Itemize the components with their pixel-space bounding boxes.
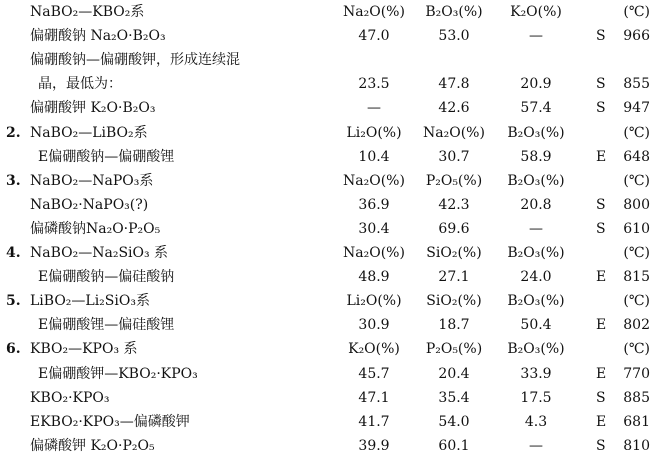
temperature: (℃) [623, 4, 650, 20]
composition-col-3: 24.0 [520, 269, 552, 286]
composition-col-3: K₂O(%) [510, 4, 562, 20]
composition-col-3: 20.9 [520, 76, 552, 93]
phase-type: S [596, 28, 606, 45]
table-row [0, 72, 650, 97]
table-row [0, 386, 650, 411]
phase-type: S [596, 76, 606, 93]
compound-description: 晶，最低为： [38, 76, 122, 93]
compound-description: 偏硼酸钠 Na₂O·B₂O₃ [30, 28, 166, 45]
temperature: 947 [623, 100, 650, 117]
composition-col-3: B₂O₃(%) [507, 172, 565, 189]
temperature: 810 [623, 437, 650, 454]
composition-col-3: 33.9 [520, 365, 552, 382]
compound-description: LiBO₂—Li₂SiO₃系 [30, 293, 150, 310]
composition-col-2: SiO₂(%) [426, 293, 482, 310]
composition-col-1: Li₂O(%) [346, 293, 402, 310]
compound-description: E偏硼酸钾—KBO₂·KPO₃ [38, 365, 198, 382]
composition-col-3: 20.8 [520, 196, 552, 213]
phase-type: E [596, 413, 607, 430]
temperature: 855 [623, 76, 650, 93]
phase-type: E [596, 148, 607, 165]
composition-col-2: 69.6 [438, 220, 470, 237]
composition-col-2: 18.7 [438, 317, 470, 334]
composition-col-2: 47.8 [438, 76, 470, 93]
phase-type: S [596, 100, 606, 117]
composition-col-2: B₂O₃(%) [425, 4, 483, 20]
composition-col-2: Na₂O(%) [423, 124, 485, 141]
composition-col-2: 54.0 [438, 413, 470, 430]
composition-col-3: B₂O₃(%) [507, 245, 565, 261]
system-number: 6. [6, 341, 21, 358]
compound-description: E偏硼酸钠—偏硼酸锂 [38, 148, 175, 165]
composition-col-3: 4.3 [524, 413, 548, 430]
temperature: 648 [623, 148, 650, 165]
composition-col-1: 36.9 [358, 196, 390, 213]
table-row [0, 121, 650, 146]
compound-description: NaBO₂·NaPO₃(?) [30, 196, 149, 213]
compound-description: 偏硼酸钠—偏硼酸钾，形成连续混 [30, 52, 240, 69]
table-row [0, 96, 650, 121]
composition-col-3: 57.4 [520, 100, 552, 117]
table-row [0, 48, 650, 73]
phase-type: S [596, 196, 606, 213]
composition-col-2: P₂O₅(%) [425, 172, 483, 189]
composition-col-3: 17.5 [520, 389, 552, 406]
composition-col-3: 50.4 [520, 317, 552, 334]
temperature: 770 [623, 365, 650, 382]
composition-col-2: P₂O₅(%) [425, 341, 483, 358]
phase-type: E [596, 317, 607, 334]
composition-col-1: 23.5 [358, 76, 390, 93]
composition-col-2: 60.1 [438, 437, 470, 454]
composition-col-1: Li₂O(%) [346, 124, 402, 141]
table-row [0, 0, 650, 25]
system-number: 2. [6, 124, 21, 141]
compound-description: NaBO₂—LiBO₂系 [30, 124, 148, 141]
composition-col-1: 30.4 [358, 220, 390, 237]
phase-type: S [596, 220, 606, 237]
composition-col-2: 42.3 [438, 196, 470, 213]
temperature: 966 [623, 28, 650, 45]
compound-description: NaBO₂—Na₂SiO₃ 系 [30, 245, 169, 261]
composition-col-1: 10.4 [358, 148, 390, 165]
composition-col-3: — [529, 437, 543, 454]
system-number: 4. [6, 245, 21, 261]
compound-description: E偏硼酸钠—偏硅酸钠 [38, 269, 175, 286]
phase-type: S [596, 437, 606, 454]
composition-col-3: B₂O₃(%) [507, 124, 565, 141]
composition-col-1: Na₂O(%) [343, 245, 405, 261]
phase-type: S [596, 389, 606, 406]
compound-description: 偏磷酸钾 K₂O·P₂O₅ [30, 437, 155, 454]
system-number: 3. [6, 172, 21, 189]
composition-col-1: — [367, 100, 381, 117]
temperature: 610 [623, 220, 650, 237]
table-row [0, 337, 650, 362]
temperature: 815 [623, 269, 650, 286]
temperature: (℃) [623, 341, 650, 358]
composition-col-1: 47.0 [358, 28, 390, 45]
temperature: 681 [623, 413, 650, 430]
table-row [0, 241, 650, 266]
table-row [0, 193, 650, 218]
composition-col-3: 58.9 [520, 148, 552, 165]
table-row [0, 217, 650, 242]
composition-col-1: K₂O(%) [348, 341, 400, 358]
composition-col-3: B₂O₃(%) [507, 293, 565, 310]
compound-description: KBO₂·KPO₃ [30, 389, 110, 406]
phase-type: E [596, 269, 607, 286]
compound-description: KBO₂—KPO₃ 系 [30, 341, 138, 358]
composition-col-1: Na₂O(%) [343, 4, 405, 20]
composition-col-2: 42.6 [438, 100, 470, 117]
composition-col-1: 45.7 [358, 365, 390, 382]
temperature: (℃) [623, 245, 650, 261]
table-row [0, 145, 650, 170]
temperature: 800 [623, 196, 650, 213]
composition-col-3: — [529, 28, 543, 45]
composition-col-1: 30.9 [358, 317, 390, 334]
compound-description: NaBO₂—NaPO₃系 [30, 172, 154, 189]
table-row [0, 362, 650, 387]
table-row [0, 265, 650, 290]
phase-type: E [596, 365, 607, 382]
composition-col-2: 20.4 [438, 365, 470, 382]
table-row [0, 434, 650, 459]
table-row [0, 410, 650, 435]
temperature: (℃) [623, 124, 650, 141]
composition-col-1: 48.9 [358, 269, 390, 286]
compound-description: 偏磷酸钠Na₂O·P₂O₅ [30, 220, 161, 237]
temperature: (℃) [623, 172, 650, 189]
composition-col-3: — [529, 220, 543, 237]
composition-col-2: 53.0 [438, 28, 470, 45]
composition-col-2: 27.1 [438, 269, 470, 286]
composition-col-2: 35.4 [438, 389, 470, 406]
compound-description: 偏硼酸钾 K₂O·B₂O₃ [30, 100, 156, 117]
composition-col-1: Na₂O(%) [343, 172, 405, 189]
composition-col-2: SiO₂(%) [426, 245, 482, 261]
composition-col-2: 30.7 [438, 148, 470, 165]
compound-description: EKBO₂·KPO₃—偏磷酸钾 [30, 413, 190, 430]
temperature: 885 [623, 389, 650, 406]
composition-col-1: 41.7 [358, 413, 390, 430]
system-number: 5. [6, 293, 21, 310]
temperature: (℃) [623, 293, 650, 310]
table-row [0, 24, 650, 49]
table-row [0, 313, 650, 338]
composition-col-3: B₂O₃(%) [507, 341, 565, 358]
temperature: 802 [623, 317, 650, 334]
composition-col-1: 47.1 [358, 389, 390, 406]
compound-description: E偏硼酸锂—偏硅酸锂 [38, 317, 175, 334]
table-row [0, 289, 650, 314]
compound-description: NaBO₂—KBO₂系 [30, 4, 145, 20]
composition-col-1: 39.9 [358, 437, 390, 454]
table-row [0, 169, 650, 194]
